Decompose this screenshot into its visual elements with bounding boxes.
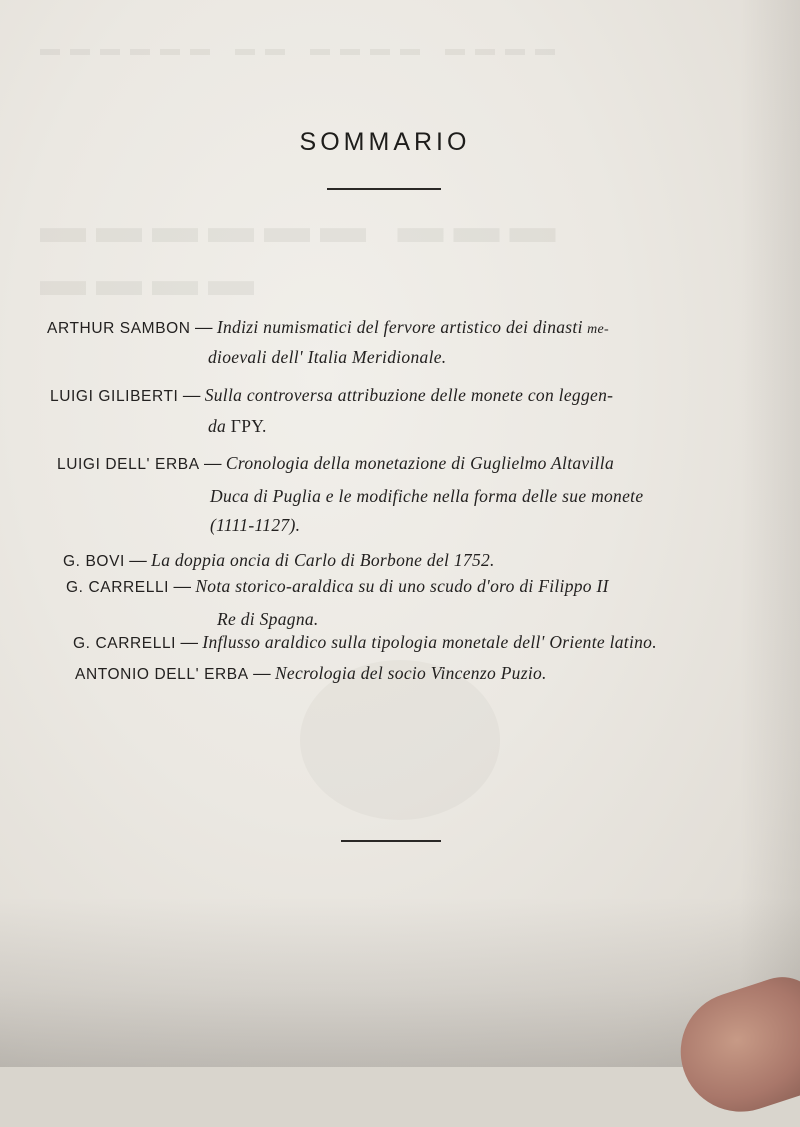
closing-rule: [341, 840, 441, 842]
entry-dash: —: [173, 576, 191, 596]
entry-author: G. CARRELLI: [73, 635, 177, 652]
entry-title-continued: [208, 416, 267, 437]
entry-dash: —: [180, 632, 198, 652]
title-rule: [327, 188, 441, 190]
entry-dash: —: [204, 453, 222, 473]
toc-entry: [63, 550, 495, 571]
entry-author: LUIGI GILIBERTI: [50, 388, 179, 405]
entry-title: Influsso araldico sulla tipologia monetale dell' Oriente latino.: [202, 632, 657, 652]
entry-author: G. BOVI: [63, 553, 125, 570]
entry-dash: —: [129, 550, 147, 570]
coin-legend: ΓΡΥ.: [230, 416, 267, 436]
entry-title: Indizi numismatici del fervore artistico dei dinasti: [216, 317, 583, 337]
entry-dash: —: [194, 317, 213, 337]
entry-title-continued: (1111-1127).: [210, 515, 301, 535]
toc-entry: [66, 576, 609, 597]
toc-entry: [57, 453, 614, 474]
entry-title: Necrologia del socio Vincenzo Puzio.: [274, 663, 547, 683]
entry-title-hyphen: me-: [587, 322, 609, 337]
page-bottom-shadow: [0, 897, 800, 1067]
entry-title-fragment: da: [208, 416, 227, 436]
entry-dash: —: [253, 663, 271, 683]
toc-entry: [50, 385, 613, 406]
entry-author: G. CARRELLI: [66, 579, 170, 596]
entry-title: La doppia oncia di Carlo di Borbone del 1752.: [151, 550, 495, 570]
page-title: SOMMARIO: [299, 128, 471, 156]
toc-entry: [75, 663, 547, 684]
entry-dash: —: [182, 385, 201, 405]
entry-title-continued: dioevali dell' Italia Meridionale.: [208, 347, 447, 367]
show-through-emblem: [300, 660, 500, 820]
entry-title-continued: Re di Spagna.: [217, 609, 319, 629]
entry-title: Sulla controversa attribuzione delle monete con leggen-: [204, 385, 614, 405]
entry-author: ANTONIO DELL' ERBA: [75, 666, 249, 683]
entry-title: Cronologia della monetazione di Guglielmo Altavilla: [225, 453, 615, 473]
entry-author: LUIGI DELL' ERBA: [57, 456, 200, 473]
show-through-text: ▬▬▬▬▬▬ ▬▬ ▬▬▬▬ ▬▬▬▬: [40, 38, 565, 60]
entry-title-continued: Duca di Puglia e le modifiche nella forma delle sue monete: [210, 486, 644, 506]
entry-title: Nota storico-araldica su di uno scudo d'oro di Filippo II: [195, 576, 609, 596]
toc-entry: [73, 632, 657, 653]
show-through-text: ▬▬▬▬▬▬ ▬▬▬ ▬▬▬▬: [40, 201, 566, 305]
toc-entry: [47, 317, 609, 338]
entry-author: ARTHUR SAMBON: [47, 320, 191, 337]
